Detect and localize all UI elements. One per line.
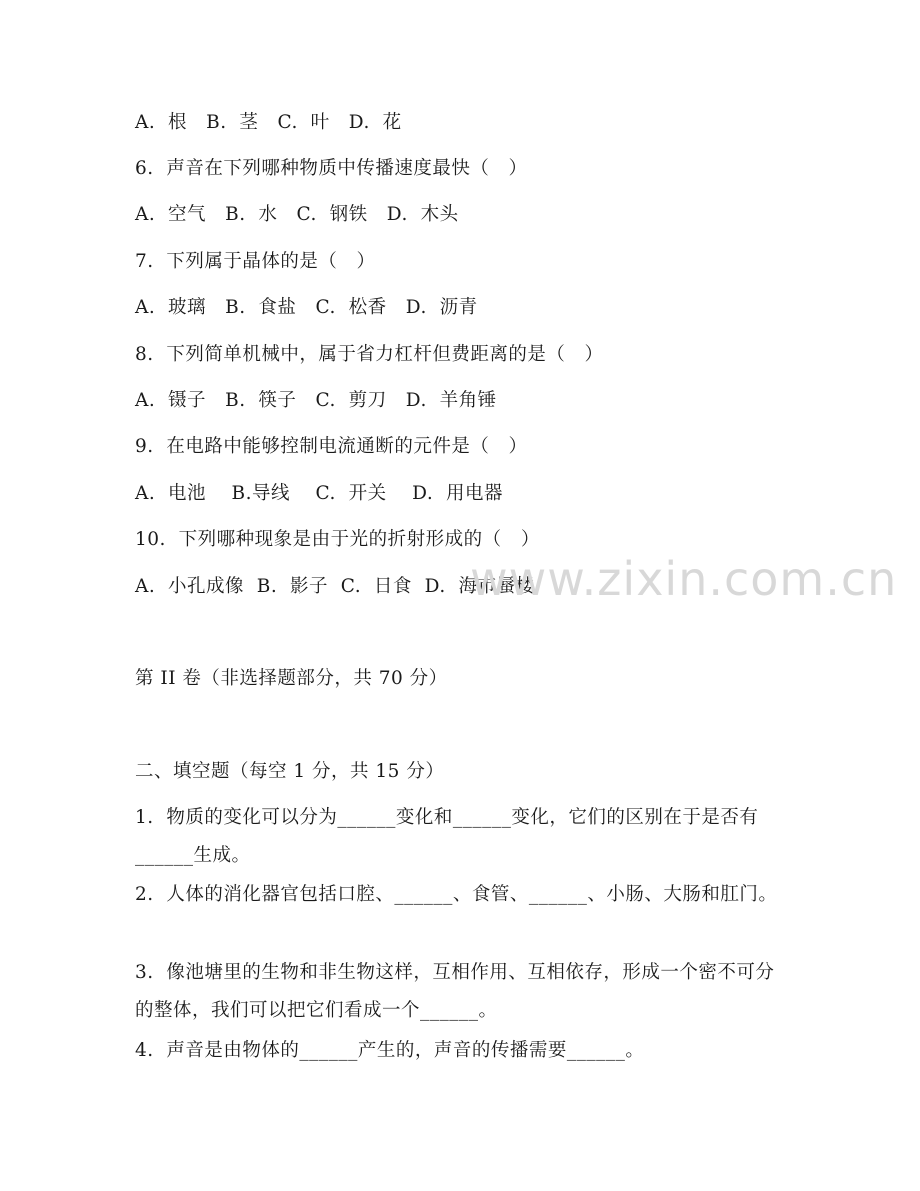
section-2-title: 第 II 卷（非选择题部分，共 70 分） <box>135 668 448 689</box>
question-10: 10. 下列哪种现象是由于光的折射形成的（ ） <box>135 529 540 550</box>
q7-options: A. 玻璃 B. 食盐 C. 松香 D. 沥青 <box>135 297 478 318</box>
fill-blank-q4: 4. 声音是由物体的______产生的，声音的传播需要______。 <box>135 1040 645 1061</box>
q9-options: A. 电池 B.导线 C. 开关 D. 用电器 <box>135 483 503 504</box>
watermark: www.zixin.com.cn <box>470 552 898 606</box>
question-8: 8. 下列简单机械中，属于省力杠杆但费距离的是（ ） <box>135 344 604 365</box>
question-9: 9. 在电路中能够控制电流通断的元件是（ ） <box>135 436 528 457</box>
fill-blank-q2: 2. 人体的消化器官包括口腔、______、食管、______、小肠、大肠和肛门。 <box>135 884 778 905</box>
fill-blank-q1: 1. 物质的变化可以分为______变化和______变化，它们的区别在于是否有______生成。 <box>135 807 759 866</box>
q6-options: A. 空气 B. 水 C. 钢铁 D. 木头 <box>135 204 459 225</box>
fill-blank-heading: 二、填空题（每空 1 分，共 15 分） <box>135 761 445 782</box>
q5-options: A. 根 B. 茎 C. 叶 D. 花 <box>135 112 402 133</box>
q10-options: A. 小孔成像 B. 影子 C. 日食 D. 海市蜃楼 <box>135 576 535 597</box>
question-6: 6. 声音在下列哪种物质中传播速度最快（ ） <box>135 158 528 179</box>
q8-options: A. 镊子 B. 筷子 C. 剪刀 D. 羊角锤 <box>135 390 497 411</box>
question-7: 7. 下列属于晶体的是（ ） <box>135 251 376 272</box>
fill-blank-q3: 3. 像池塘里的生物和非生物这样，互相作用、互相依存，形成一个密不可分的整体，我们可以把它们看成一个______。 <box>135 962 775 1021</box>
